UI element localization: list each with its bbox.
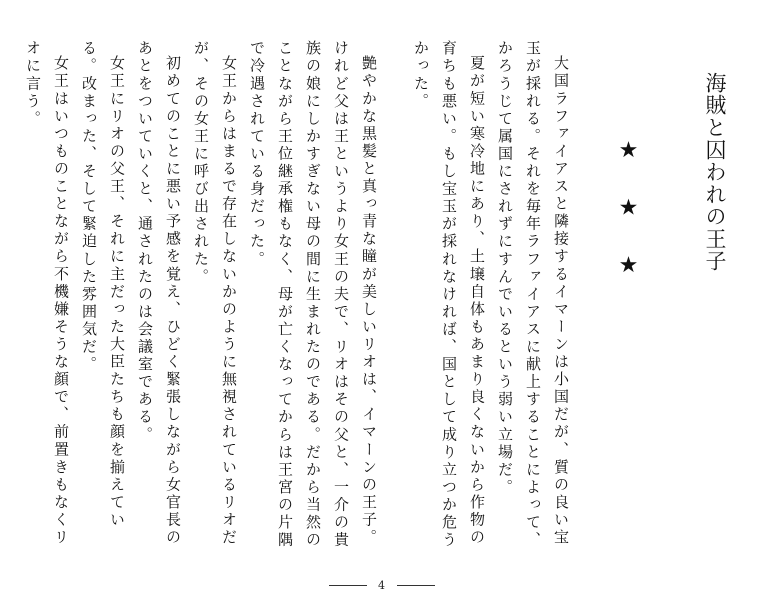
paragraph-6: 女王にリオの父王、それに主だった大臣たちも顔を揃えている。改まった、そして緊迫した雰囲気だ。 [80,40,126,529]
body-text [19,40,575,560]
paragraph-3: 艶やかな黒髪と真っ青な瞳が美しいリオは、イマーンの王子。けれど父は王というより女王の夫で、リオはその父と、一介の貴族の娘にしかすぎない母の間に生まれたのである。だから当然のことながら王位継承権もなく、母が亡くなってからは王宮の片隅で冷遇されている身だった。 [248,40,378,549]
paragraph-5: 初めてのことに悪い予感を覚え、ひどく緊張しながら女官長のあとをついていくと、通されたのは会議室である。 [136,40,182,547]
page-number: 4 [378,579,385,592]
chapter-title: 海賊と囚われの王子 [703,72,727,273]
paragraph-7: 女王はいつものことながら不機嫌そうな顔で、前置きもなくリオに言う。 [24,40,70,547]
paragraph-1: 大国ラファイアスと隣接するイマーンは小国だが、質の良い宝玉が採れる。それを毎年ラファイアスに献上することによって、かろうじて属国にされずにすんでいるという弱い立場だ。 [496,40,570,549]
page-footer [0,580,763,592]
paragraph-4: 女王からはまるで存在しないかのように無視されているリオだが、その女王に呼び出された。 [192,40,238,547]
footer-rule-right [397,585,435,586]
section-ornament: ★ ★ ★ [616,138,641,291]
footer-rule-left [329,585,367,586]
paragraph-2: 夏が短い寒冷地にあり、土壌自体もあまり良くないから作物の育ちも悪い。もし宝玉が採れなければ、国として成り立つか危うかった。 [412,40,486,549]
